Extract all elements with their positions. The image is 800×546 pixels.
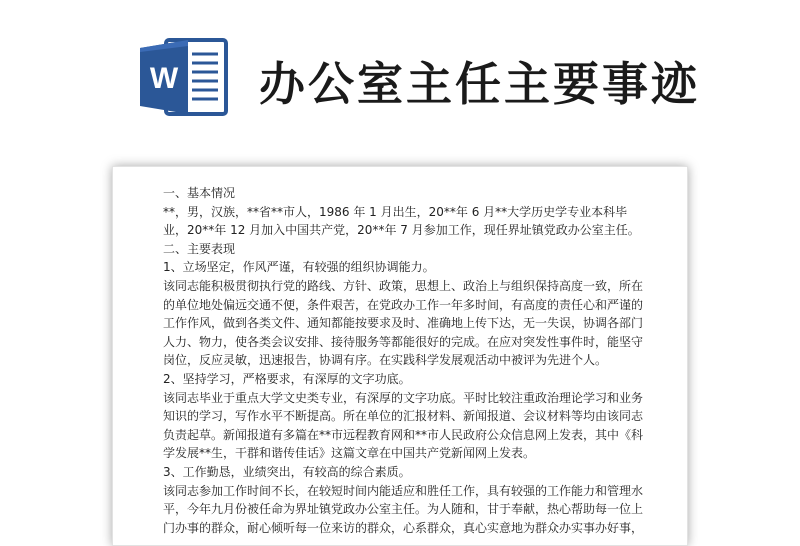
section-heading: 一、基本情况 — [163, 186, 236, 200]
subheading: 2、坚持学习，严格要求，有深厚的文字功底。 — [163, 371, 411, 386]
word-document-icon — [138, 36, 230, 118]
paragraph: 该同志参加工作时间不长，在较短时间内能适应和胜任工作，具有较强的工作能力和管理水平，今年九月份被任命为界址镇党政办公室主任。为人随和，甘于奉献，热心帮助每一位上门办事的群众，耐心倾听每一位来访的群众，心系群众，真心实意地为群众办实事办好事， — [163, 483, 644, 535]
paragraph: **，男，汉族，**省**市人，1986 年 1 月出生，20**年 6 月**大学历史学专业本科毕业，20**年 12 月加入中国共产党，20**年 7 月参加工作，现任界址镇党政办公室主任。 — [163, 204, 640, 238]
header-banner — [0, 0, 800, 160]
word-logo-letter: W — [149, 62, 179, 95]
paragraph: 该同志毕业于重点大学文史类专业，有深厚的文字功底。平时比较注重政治理论学习和业务知识的学习，写作水平不断提高。所在单位的汇报材料、新闻报道、会议材料等均由该同志负责起草。新闻报道有多篇在**市远程教育网和**市人民政府公众信息网上发表，其中《科学发展**生，干群和谐传佳话》这篇文章在中国共产党新闻网上发表。 — [163, 390, 644, 461]
document-body — [163, 184, 651, 537]
page-title: 办公室主任主要事迹 — [259, 57, 700, 111]
document-page — [112, 166, 688, 546]
paragraph: 该同志能积极贯彻执行党的路线、方针、政策，思想上、政治上与组织保持高度一致，所在的单位地处偏远交通不便，条件艰苦，在党政办工作一年多时间，有高度的责任心和严谨的工作作风，做到各类文件、通知都能按要求及时、准确地上传下达，无一失误，协调各部门人力、物力，使各类会议安排、接待服务等都能很好的完成。在应对突发性事件时，能坚守岗位，反应灵敏，迅速报告，协调有序。在实践科学发展观活动中被评为先进个人。 — [163, 278, 644, 368]
subheading: 3、工作勤恳，业绩突出，有较高的综合素质。 — [163, 464, 411, 479]
subheading: 1、立场坚定，作风严谨，有较强的组织协调能力。 — [163, 260, 435, 275]
section-heading: 二、主要表现 — [163, 241, 236, 256]
